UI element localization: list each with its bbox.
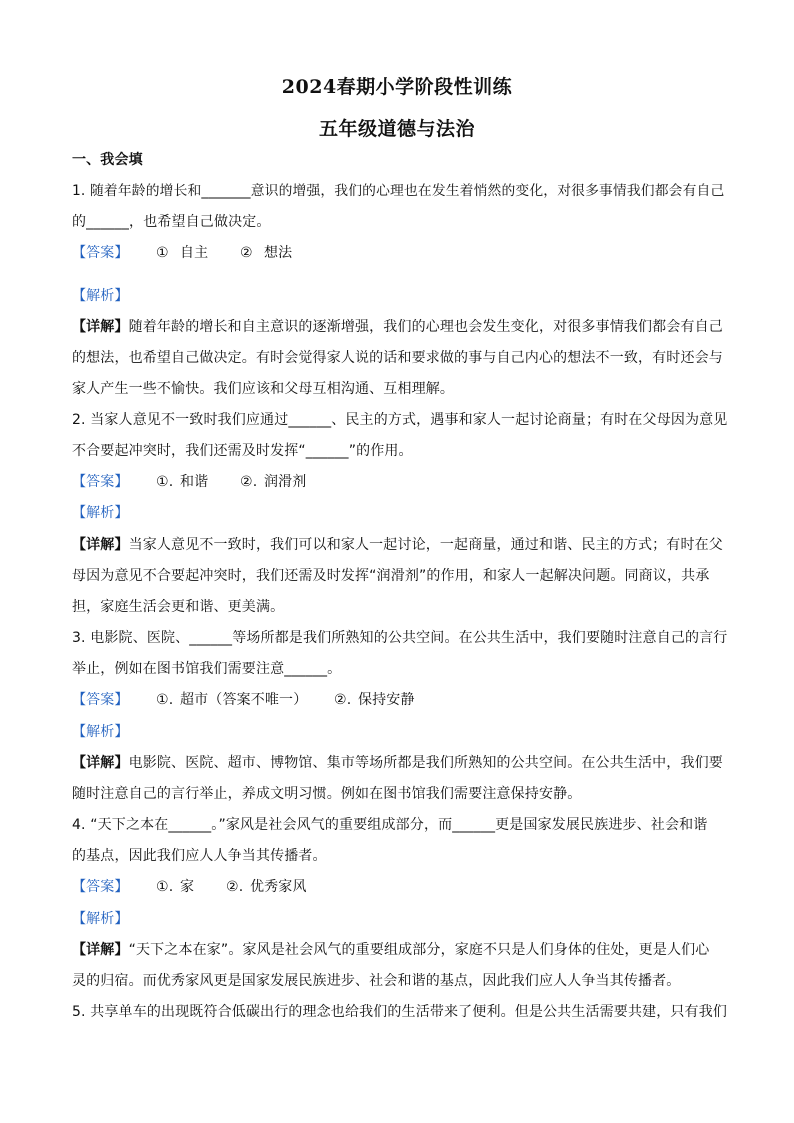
answer-label: 【答案】	[72, 245, 129, 261]
q3-detail-line2: 随时注意自己的言行举止，养成文明习惯。例如在图书馆我们需要注意保持安静。	[72, 786, 582, 802]
q2-detail-line1	[72, 535, 732, 555]
answer-num-2: ②.	[226, 879, 244, 895]
answer-2: 保持安静	[358, 692, 415, 708]
answer-1: 自主	[180, 245, 209, 261]
q1-answer-row	[72, 243, 732, 263]
q1-detail-text1: 随着年龄的增长和自主意识的逐渐增强，我们的心理也会发生变化，对很多事情我们都会有自己	[128, 319, 723, 335]
detail-label: 【详解】	[72, 537, 129, 553]
q1-text-line2: 的______，也希望自己做决定。	[72, 214, 271, 230]
answer-num-1: ①.	[156, 879, 174, 895]
detail-label: 【详解】	[72, 942, 129, 958]
answer-num-1: ①	[156, 245, 169, 261]
analysis-label: 【解析】	[72, 724, 129, 740]
answer-num-2: ②.	[334, 692, 352, 708]
section-heading: 一、我会填	[72, 152, 143, 168]
q3-text-line2: 举止，例如在图书馆我们需要注意______。	[72, 661, 342, 677]
q2-text-line1: 2. 当家人意见不一致时我们应通过______、民主的方式，遇事和家人一起讨论商量；有时在父母因为意见	[72, 412, 728, 428]
q2-detail-line3: 担，家庭生活会更和谐、更美满。	[72, 599, 285, 615]
answer-num-1: ①.	[156, 692, 174, 708]
answer-label: 【答案】	[72, 474, 129, 490]
q4-answer-row	[72, 877, 732, 897]
q5-text-line1: 5. 共享单车的出现既符合低碳出行的理念也给我们的生活带来了便利。但是公共生活需要共建，只有我们	[72, 1004, 728, 1020]
q4-text-line2: 的基点，因此我们应人人争当其传播者。	[72, 848, 327, 864]
document-title: 2024春期小学阶段性训练	[281, 76, 513, 98]
q2-detail-text1: 当家人意见不一致时，我们可以和家人一起讨论，一起商量，通过和谐、民主的方式；有时在父	[128, 537, 723, 553]
answer-2: 优秀家风	[250, 879, 307, 895]
q1-detail-line2: 的想法，也希望自己做决定。有时会觉得家人说的话和要求做的事与自己内心的想法不一致，有时还会与	[72, 350, 723, 366]
q2-answer-row	[72, 472, 732, 492]
answer-2: 润滑剂	[264, 474, 307, 490]
analysis-label: 【解析】	[72, 288, 129, 304]
answer-label: 【答案】	[72, 692, 129, 708]
answer-1: 和谐	[180, 474, 209, 490]
q3-answer-row	[72, 690, 732, 710]
document-subtitle: 五年级道德与法治	[318, 118, 475, 140]
analysis-label: 【解析】	[72, 911, 129, 927]
q2-text-line2: 不合要起冲突时，我们还需及时发挥“______”的作用。	[72, 443, 413, 459]
analysis-label: 【解析】	[72, 505, 129, 521]
q4-detail-line2: 灵的归宿。而优秀家风更是国家发展民族进步、社会和谐的基点，因此我们应人人争当其传播者。	[72, 973, 681, 989]
q2-detail-line2: 母因为意见不合要起冲突时，我们还需及时发挥“润滑剂”的作用，和家人一起解决问题。同商议，共承	[72, 568, 710, 584]
answer-label: 【答案】	[72, 879, 129, 895]
detail-label: 【详解】	[72, 755, 129, 771]
q4-detail-line1	[72, 940, 732, 960]
answer-1: 家	[180, 879, 195, 895]
detail-label: 【详解】	[72, 319, 129, 335]
answer-num-2: ②	[240, 245, 253, 261]
q1-text-line1: 1. 随着年龄的增长和_______意识的增强，我们的心理也在发生着悄然的变化，对很多事情我们都会有自己	[72, 183, 725, 199]
q4-text-line1: 4. “天下之本在______。”家风是社会风气的重要组成部分，而______更是国家发展民族进步、社会和谐	[72, 817, 708, 833]
answer-1: 超市（答案不唯一）	[180, 692, 308, 708]
q4-detail-text1: “天下之本在家”。家风是社会风气的重要组成部分，家庭不只是人们身体的住处，更是人们心	[128, 942, 710, 958]
q3-detail-text1: 电影院、医院、超市、博物馆、集市等场所都是我们所熟知的公共空间。在公共生活中，我们要	[128, 755, 723, 771]
q3-detail-line1	[72, 753, 732, 773]
q1-detail-line1	[72, 317, 732, 337]
answer-num-1: ①.	[156, 474, 174, 490]
q1-detail-line3: 家人产生一些不愉快。我们应该和父母互相沟通、互相理解。	[72, 381, 455, 397]
q3-text-line1: 3. 电影院、医院、______等场所都是我们所熟知的公共空间。在公共生活中，我们要随时注意自己的言行	[72, 630, 728, 646]
answer-num-2: ②.	[240, 474, 258, 490]
answer-2: 想法	[264, 245, 293, 261]
